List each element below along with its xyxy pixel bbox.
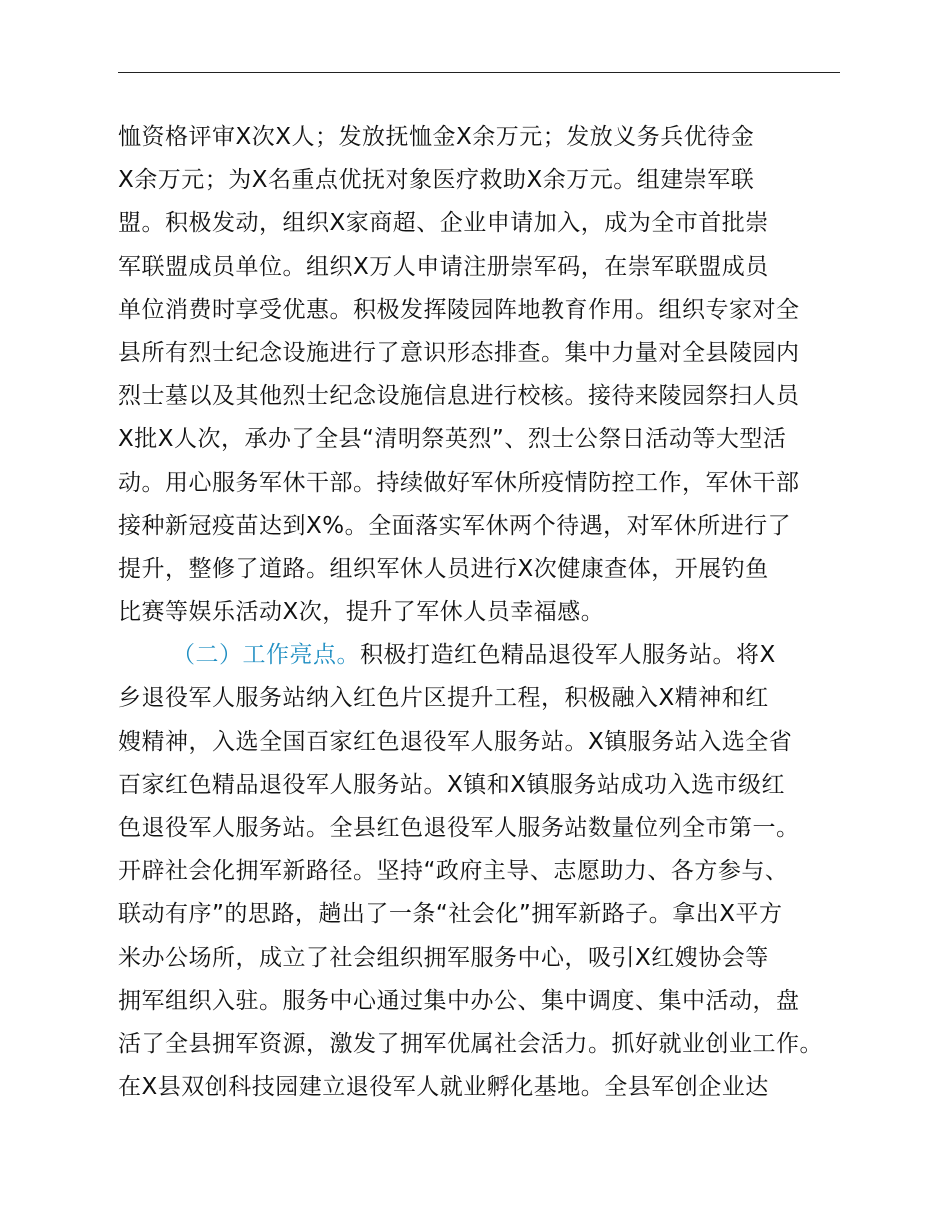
- section-heading: （二）工作亮点。: [172, 642, 360, 669]
- text-line: 军联盟成员单位。组织X万人申请注册崇军码，在崇军联盟成员: [118, 253, 769, 280]
- section-first-line-text: 积极打造红色精品退役军人服务站。将X: [360, 642, 776, 669]
- text-line: 比赛等娱乐活动X次，提升了军休人员幸福感。: [118, 599, 605, 626]
- text-line: 盟。积极发动，组织X家商超、企业申请加入，成为全市首批崇: [118, 210, 769, 237]
- text-line: 单位消费时享受优惠。积极发挥陵园阵地教育作用。组织专家对全: [118, 296, 800, 323]
- text-line: 色退役军人服务站。全县红色退役军人服务站数量位列全市第一。: [118, 815, 800, 841]
- text-line: X批X人次，承办了全县“清明祭英烈”、烈士公祭日活动等大型活: [118, 426, 787, 453]
- text-line: 开辟社会化拥军新路径。坚持“政府主导、志愿助力、各方参与、: [118, 858, 789, 885]
- header-rule: [118, 72, 840, 73]
- text-line: 米办公场所，成立了社会组织拥军服务中心，吸引X红嫂协会等: [118, 944, 769, 971]
- text-line: 乡退役军人服务站纳入红色片区提升工程，积极融入X精神和红: [118, 685, 769, 712]
- text-line: 嫂精神，入选全国百家红色退役军人服务站。X镇服务站入选全省: [118, 728, 793, 755]
- text-line: 动。用心服务军休干部。持续做好军休所疫情防控工作，军休干部: [118, 469, 800, 496]
- text-line: X余万元；为X名重点优抚对象医疗救助X余万元。组建崇军联: [118, 167, 755, 194]
- text-line: 接种新冠疫苗达到X%。全面落实军休两个待遇，对军休所进行了: [118, 512, 792, 539]
- text-line: 提升，整修了道路。组织军休人员进行X次健康查体，开展钓鱼: [118, 555, 769, 582]
- text-line: 拥军组织入驻。服务中心通过集中办公、集中调度、集中活动，盘: [118, 987, 800, 1014]
- section-first-line: [118, 634, 858, 677]
- text-line: 县所有烈士纪念设施进行了意识形态排查。集中力量对全县陵园内: [118, 339, 800, 366]
- text-line: 烈士墓以及其他烈士纪念设施信息进行校核。接待来陵园祭扫人员: [118, 383, 800, 410]
- text-line: 活了全县拥军资源，激发了拥军优属社会活力。抓好就业创业工作。: [118, 1030, 823, 1057]
- text-line: 恤资格评审X次X人；发放抚恤金X余万元；发放义务兵优待金: [118, 124, 755, 150]
- text-line: 联动有序”的思路，趟出了一条“社会化”拥军新路子。拿出X平方: [118, 901, 783, 928]
- body-text: [118, 116, 858, 1109]
- text-line: 百家红色精品退役军人服务站。X镇和X镇服务站成功入选市级红: [118, 771, 786, 798]
- text-line: 在X县双创科技园建立退役军人就业孵化基地。全县军创企业达: [118, 1074, 769, 1101]
